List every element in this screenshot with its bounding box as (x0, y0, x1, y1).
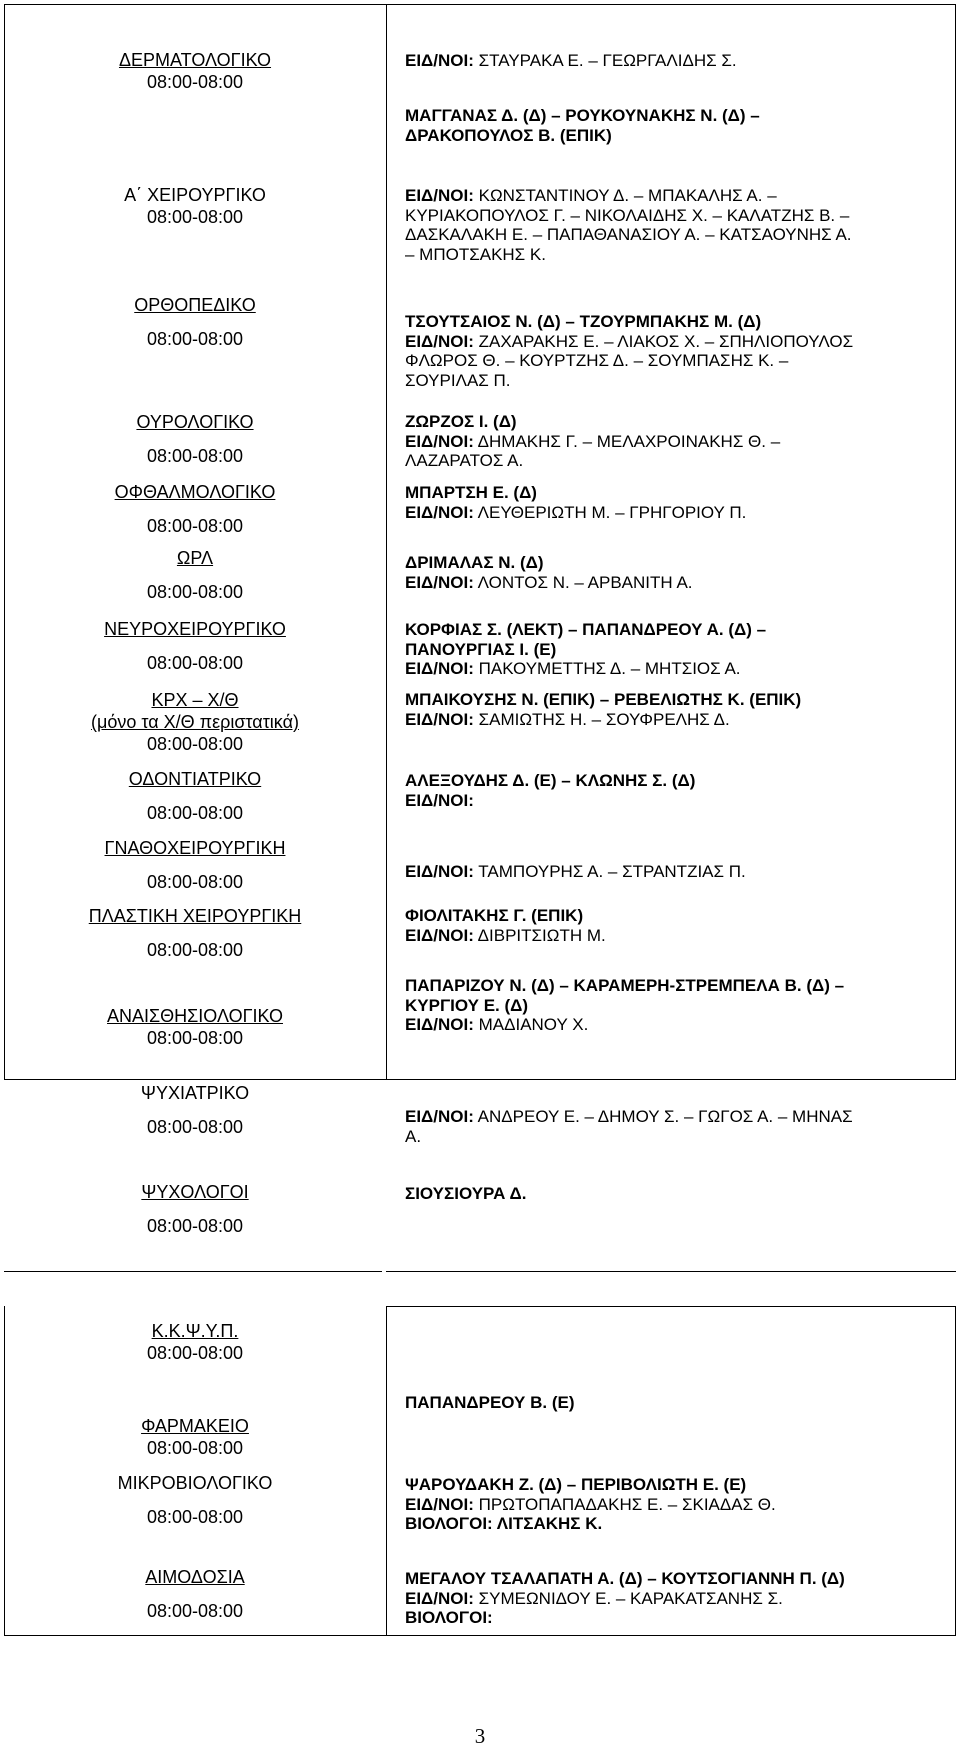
staff-orthopedic (405, 312, 945, 390)
dept-hours: 08:00-08:00 (146, 940, 244, 960)
staff-psychiatry (405, 1107, 945, 1146)
table-border-bottom (4, 1079, 956, 1080)
dept-hours: 08:00-08:00 (146, 582, 244, 602)
page-number: 3 (474, 1724, 486, 1748)
dept-dermatology (4, 49, 386, 93)
dept-hours: 08:00-08:00 (146, 1601, 244, 1621)
staff-microbiology (405, 1475, 945, 1534)
staff-label: ΕΙΔ/ΝΟΙ: (405, 1494, 474, 1514)
dept-name: ΦΑΡΜΑΚΕΙΟ (141, 1416, 249, 1436)
staff-line (405, 926, 945, 946)
staff-heads: ΖΩΡΖΟΣ Ι. (Δ) (405, 412, 517, 431)
dept-psychologists (4, 1181, 386, 1237)
staff-psychologists (405, 1184, 945, 1204)
dept-thoracic (4, 689, 386, 755)
dept-name: ΟΔΟΝΤΙΑΤΡΙΚΟ (128, 769, 262, 789)
dept-hours: 08:00-08:00 (146, 1216, 244, 1236)
staff-anesthesiology (405, 976, 945, 1035)
dept-hours: 08:00-08:00 (146, 1507, 244, 1527)
staff-line (405, 1107, 945, 1127)
dept-name: Κ.Κ.Ψ.Υ.Π. (151, 1321, 239, 1341)
staff-names: ΚΩΝΣΤΑΝΤΙΝΟΥ Δ. – ΜΠΑΚΑΛΗΣ Α. – (473, 186, 777, 205)
staff-line (405, 503, 945, 523)
staff-head-line (405, 771, 945, 791)
staff-label: ΕΙΔ/ΝΟΙ: (405, 51, 474, 70)
dept-hours: 08:00-08:00 (146, 1117, 244, 1137)
dept-name: ΟΦΘΑΛΜΟΛΟΓΙΚΟ (114, 482, 276, 502)
dept-urology (4, 411, 386, 467)
dept-name: ΝΕΥΡΟΧΕΙΡΟΥΡΓΙΚΟ (104, 619, 286, 639)
staff-biologists-label: ΒΙΟΛΟΓΟΙ: (405, 1608, 493, 1627)
dept-hours: 08:00-08:00 (146, 72, 244, 92)
staff-head-line (405, 412, 945, 432)
staff-head-line (405, 976, 945, 996)
staff-heads: ΜΕΓΑΛΟΥ ΤΣΑΛΑΠΑΤΗ Α. (Δ) – ΚΟΥΤΣΟΓΙΑΝΝΗ Π. (Δ) (405, 1569, 845, 1588)
table2-border-bottom (4, 1635, 956, 1636)
staff-names: ΔΙΒΡΙΤΣΙΩΤΗ Μ. (473, 925, 606, 945)
dept-hours: 08:00-08:00 (146, 446, 244, 466)
staff-heads: ΨΑΡΟΥΔΑΚΗ Ζ. (Δ) – ΠΕΡΙΒΟΛΙΩΤΗ Ε. (Ε) (405, 1475, 747, 1494)
staff-label: ΕΙΔ/ΝΟΙ: (405, 502, 474, 522)
staff-line (405, 659, 945, 679)
staff-names: ΜΑΔΙΑΝΟΥ Χ. (473, 1015, 589, 1034)
dept-hours: 08:00-08:00 (146, 516, 244, 536)
staff-head-line (405, 1569, 945, 1589)
dept-blood-bank (4, 1566, 386, 1622)
dept-hours: 08:00-08:00 (146, 329, 244, 349)
staff-maxillofacial (405, 862, 945, 882)
staff-line: ΚΥΡΙΑΚΟΠΟΥΛΟΣ Γ. – ΝΙΚΟΛΑΙΔΗΣ Χ. – ΚΑΛΑΤΖΗΣ Β. – (405, 205, 850, 225)
staff-biologists-label: ΒΙΟΛΟΓΟΙ: ΛΙΤΣΑΚΗΣ Κ. (405, 1514, 603, 1533)
staff-ophthalmology (405, 483, 945, 522)
staff-heads: ΚΥΡΓΙΟΥ Ε. (Δ) (405, 995, 529, 1015)
staff-head-line (405, 1393, 945, 1413)
dept-hours: 08:00-08:00 (146, 1343, 244, 1363)
staff-label: ΕΙΔ/ΝΟΙ: (405, 572, 474, 592)
staff-biologists (405, 1514, 945, 1534)
staff-heads: ΚΟΡΦΙΑΣ Σ. (ΛΕΚΤ) – ΠΑΠΑΝΔΡΕΟΥ Α. (Δ) – (405, 620, 767, 639)
staff-label: ΕΙΔ/ΝΟΙ: (405, 709, 474, 729)
staff-label: ΕΙΔ/ΝΟΙ: (405, 331, 474, 351)
staff-label: ΕΙΔ/ΝΟΙ: (405, 186, 474, 205)
dept-anesthesiology (4, 1005, 386, 1049)
staff-names: ΛΕΥΘΕΡΙΩΤΗ Μ. – ΓΡΗΓΟΡΙΟΥ Π. (473, 502, 747, 522)
dept-ophthalmology (4, 481, 386, 537)
dept-plastic-surgery (4, 905, 386, 961)
table2-border-right (955, 1306, 956, 1636)
staff-label: ΕΙΔ/ΝΟΙ: (405, 790, 474, 810)
staff-line (405, 1495, 945, 1515)
staff-head-line (405, 690, 945, 710)
staff-line (405, 432, 945, 452)
dept-name: Α΄ ΧΕΙΡΟΥΡΓΙΚΟ (124, 185, 266, 205)
staff-head-line (405, 1475, 945, 1495)
staff-heads: ΜΑΓΓΑΝΑΣ Δ. (Δ) – ΡΟΥΚΟΥΝΑΚΗΣ Ν. (Δ) – (405, 106, 760, 125)
staff-heads: ΜΠΑΡΤΣΗ Ε. (Δ) (405, 483, 537, 502)
staff-line: Α. (405, 1126, 422, 1146)
staff-heads: ΣΙΟΥΣΙΟΥΡΑ Δ. (405, 1184, 527, 1203)
dept-name: ΑΙΜΟΔΟΣΙΑ (145, 1567, 245, 1587)
psych-row-separator (386, 1271, 956, 1272)
staff-head-line (405, 996, 945, 1016)
staff-heads: ΠΑΝΟΥΡΓΙΑΣ Ι. (Ε) (405, 639, 557, 659)
staff-heads: ΔΡΙΜΑΛΑΣ Ν. (Δ) (405, 553, 544, 572)
staff-line (405, 51, 945, 71)
staff-head-line (405, 640, 945, 660)
staff-biologists (405, 1608, 945, 1628)
staff-names: ΠΡΩΤΟΠΑΠΑΔΑΚΗΣ Ε. – ΣΚΙΑΔΑΣ Θ. (473, 1494, 776, 1514)
staff-head-line (405, 1184, 945, 1204)
staff-surgery-a (405, 106, 945, 264)
dept-dentistry (4, 768, 386, 824)
staff-heads: ΠΑΠΑΡΙΖΟΥ Ν. (Δ) – ΚΑΡΑΜΕΡΗ-ΣΤΡΕΜΠΕΛΑ Β. (Δ) – (405, 976, 845, 995)
staff-head-line (405, 620, 945, 640)
staff-line: ΣΟΥΡΙΛΑΣ Π. (405, 370, 511, 390)
dept-kkpsyp (4, 1320, 386, 1364)
psych-row-separator-left (4, 1271, 382, 1272)
dept-pharmacy (4, 1415, 386, 1459)
staff-names: ΣΤΑΥΡΑΚΑ Ε. – ΓΕΩΡΓΑΛΙΔΗΣ Σ. (473, 51, 737, 70)
table-border-right (955, 4, 956, 1080)
staff-names: ΣΥΜΕΩΝΙΔΟΥ Ε. – ΚΑΡΑΚΑΤΣΑΝΗΣ Σ. (473, 1588, 783, 1608)
staff-pharmacy (405, 1393, 945, 1413)
staff-ent (405, 553, 945, 592)
staff-names: ΔΗΜΑΚΗΣ Γ. – ΜΕΛΑΧΡΟΙΝΑΚΗΣ Θ. – (473, 431, 781, 451)
staff-heads: ΜΠΑΙΚΟΥΣΗΣ Ν. (ΕΠΙΚ) – ΡΕΒΕΛΙΩΤΗΣ Κ. (ΕΠΙΚ) (405, 690, 802, 709)
staff-line (405, 573, 945, 593)
dept-name: ΩΡΛ (176, 548, 214, 568)
staff-line (405, 186, 945, 206)
staff-line (405, 791, 945, 811)
dept-hours: 08:00-08:00 (146, 872, 244, 892)
staff-names: ΑΝΔΡΕΟΥ Ε. – ΔΗΜΟΥ Σ. – ΓΩΓΟΣ Α. – ΜΗΝΑΣ (473, 1107, 853, 1126)
staff-plastic-surgery (405, 906, 945, 945)
dept-hours: 08:00-08:00 (146, 207, 244, 227)
staff-head-line (405, 906, 945, 926)
table2-border-top (386, 1306, 956, 1307)
dept-neurosurgery (4, 618, 386, 674)
dept-hours: 08:00-08:00 (146, 803, 244, 823)
staff-head-line (405, 126, 945, 146)
dept-hours: 08:00-08:00 (146, 734, 244, 754)
staff-label: ΕΙΔ/ΝΟΙ: (405, 659, 474, 678)
staff-line (405, 862, 945, 882)
staff-label: ΕΙΔ/ΝΟΙ: (405, 862, 474, 881)
staff-line: ΛΑΖΑΡΑΤΟΣ Α. (405, 451, 524, 470)
dept-name: ΨΥΧΙΑΤΡΙΚΟ (140, 1083, 250, 1103)
staff-names: ΣΑΜΙΩΤΗΣ Η. – ΣΟΥΦΡΕΛΗΣ Δ. (473, 709, 730, 729)
dept-hours: 08:00-08:00 (146, 1028, 244, 1048)
staff-head-line (405, 553, 945, 573)
dept-subname: (μόνο τα Χ/Θ περιστατικά) (90, 712, 299, 732)
dept-name: ΟΥΡΟΛΟΓΙΚΟ (136, 412, 254, 432)
staff-heads: ΔΡΑΚΟΠΟΥΛΟΣ Β. (ΕΠΙΚ) (405, 125, 612, 145)
dept-microbiology (4, 1472, 386, 1528)
staff-label: ΕΙΔ/ΝΟΙ: (405, 1107, 474, 1126)
staff-label: ΕΙΔ/ΝΟΙ: (405, 431, 474, 451)
staff-head-line (405, 312, 945, 332)
dept-name: ΠΛΑΣΤΙΚΗ ΧΕΙΡΟΥΡΓΙΚΗ (88, 906, 302, 926)
staff-label: ΕΙΔ/ΝΟΙ: (405, 1015, 474, 1034)
staff-line: – ΜΠΟΤΣΑΚΗΣ Κ. (405, 244, 546, 264)
dept-hours: 08:00-08:00 (146, 1438, 244, 1458)
dept-name: ΓΝΑΘΟΧΕΙΡΟΥΡΓΙΚΗ (104, 838, 286, 858)
dept-hours: 08:00-08:00 (146, 653, 244, 673)
dept-orthopedic (4, 294, 386, 350)
staff-label: ΕΙΔ/ΝΟΙ: (405, 1588, 474, 1608)
staff-label: ΕΙΔ/ΝΟΙ: (405, 925, 474, 945)
dept-name: ΚΡΧ – Χ/Θ (151, 690, 239, 710)
staff-blood-bank (405, 1569, 945, 1628)
dept-name: ΔΕΡΜΑΤΟΛΟΓΙΚΟ (118, 50, 272, 70)
dept-name: ΜΙΚΡΟΒΙΟΛΟΓΙΚΟ (117, 1473, 273, 1493)
table-border-middle (386, 4, 387, 1080)
staff-names: ΖΑΧΑΡΑΚΗΣ Ε. – ΛΙΑΚΟΣ Χ. – ΣΠΗΛΙΟΠΟΥΛΟΣ (473, 331, 854, 351)
staff-urology (405, 412, 945, 471)
staff-head-line (405, 106, 945, 126)
staff-line (405, 1015, 945, 1035)
staff-line (405, 710, 945, 730)
staff-names: ΛΟΝΤΟΣ Ν. – ΑΡΒΑΝΙΤΗ Α. (473, 572, 693, 592)
table-border-top (4, 4, 956, 5)
dept-surgery-a (4, 184, 386, 228)
dept-name: ΨΥΧΟΛΟΓΟΙ (141, 1182, 249, 1202)
staff-heads: ΠΑΠΑΝΔΡΕΟΥ Β. (Ε) (405, 1393, 575, 1412)
staff-head-line (405, 483, 945, 503)
staff-line (405, 1589, 945, 1609)
staff-line (405, 332, 945, 352)
dept-maxillofacial (4, 837, 386, 893)
staff-neurosurgery (405, 620, 945, 679)
staff-dentistry (405, 771, 945, 810)
dept-ent (4, 547, 386, 603)
staff-heads: ΦΙΟΛΙΤΑΚΗΣ Γ. (ΕΠΙΚ) (405, 906, 584, 925)
dept-psychiatry (4, 1082, 386, 1138)
table2-border-middle (386, 1306, 387, 1636)
staff-dermatology (405, 51, 945, 71)
staff-thoracic (405, 690, 945, 729)
dept-name: ΟΡΘΟΠΕΔΙΚΟ (134, 295, 256, 315)
staff-line: ΦΛΩΡΟΣ Θ. – ΚΟΥΡΤΖΗΣ Δ. – ΣΟΥΜΠΑΣΗΣ Κ. – (405, 351, 789, 370)
staff-heads: ΑΛΕΞΟΥΔΗΣ Δ. (Ε) – ΚΛΩΝΗΣ Σ. (Δ) (405, 771, 696, 790)
staff-names: ΠΑΚΟΥΜΕΤΤΗΣ Δ. – ΜΗΤΣΙΟΣ Α. (473, 659, 741, 678)
dept-name: ΑΝΑΙΣΘΗΣΙΟΛΟΓΙΚΟ (107, 1006, 283, 1026)
staff-line: ΔΑΣΚΑΛΑΚΗ Ε. – ΠΑΠΑΘΑΝΑΣΙΟΥ Α. – ΚΑΤΣΑΟΥΝΗΣ Α. (405, 225, 852, 244)
staff-names: ΤΑΜΠΟΥΡΗΣ Α. – ΣΤΡΑΝΤΖΙΑΣ Π. (473, 862, 746, 881)
staff-heads: ΤΣΟΥΤΣΑΙΟΣ Ν. (Δ) – ΤΖΟΥΡΜΠΑΚΗΣ Μ. (Δ) (405, 312, 762, 331)
